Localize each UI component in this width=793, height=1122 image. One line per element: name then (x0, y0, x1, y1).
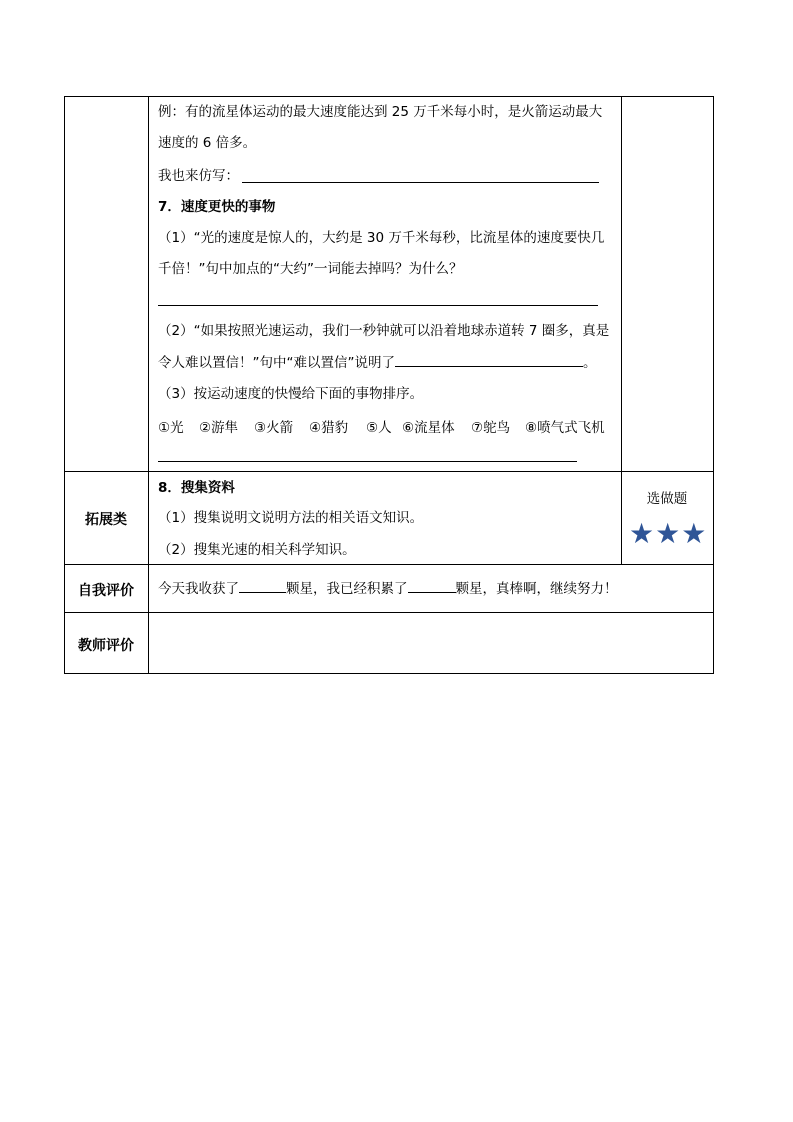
q7-3-instruction: （3）按运动速度的快慢给下面的事物排序。 (158, 386, 424, 402)
imitate-label: 我也来仿写： (158, 168, 239, 184)
option-light: ①光 (158, 420, 184, 436)
teacher-eval-input-area[interactable] (149, 613, 713, 673)
q8-item-1: （1）搜集说明文说明方法的相关语文知识。 (158, 510, 424, 526)
option-falcon: ②游隼 (199, 420, 239, 436)
self-eval-text (158, 580, 618, 597)
self-eval-part-2: 颗星，我已经积累了 (286, 581, 408, 597)
self-eval-label: 自我评价 (78, 583, 134, 599)
option-ostrich: ⑦鸵鸟 (471, 420, 511, 436)
q7-1-answer-line[interactable] (158, 305, 598, 306)
row-divider-1 (64, 471, 714, 472)
option-meteoroid: ⑥流星体 (402, 420, 455, 436)
stars-earned-blank[interactable] (239, 580, 286, 593)
q7-2-suffix: 。 (582, 355, 597, 371)
q7-title: 7．速度更快的事物 (158, 199, 276, 215)
q7-2-prefix: 令人难以置信！”句中“难以置信”说明了 (158, 355, 395, 371)
imitate-answer-line[interactable] (242, 182, 599, 183)
table-border-top (64, 96, 714, 97)
optional-label: 选做题 (646, 491, 688, 507)
column-divider-1 (148, 96, 149, 674)
row-divider-2 (64, 564, 714, 565)
q7-1-line-1: （1）“光的速度是惊人的，大约是 30 万千米每秒，比流星体的速度要快几 (158, 230, 605, 246)
teacher-eval-label: 教师评价 (78, 638, 134, 654)
q7-2-line-2 (158, 354, 596, 371)
option-human: ⑤人 (366, 420, 392, 436)
option-jet-plane: ⑧喷气式飞机 (525, 420, 605, 436)
self-eval-part-3: 颗星，真棒啊，继续努力！ (455, 581, 618, 597)
q7-3-answer-line[interactable] (158, 461, 577, 462)
q8-title: 8．搜集资料 (158, 480, 235, 496)
example-line-2: 速度的 6 倍多。 (158, 135, 257, 151)
q7-2-answer-blank[interactable] (395, 354, 583, 367)
q7-1-line-2: 千倍！”句中加点的“大约”一词能去掉吗？为什么？ (158, 261, 463, 277)
q8-item-2: （2）搜集光速的相关科学知识。 (158, 542, 356, 558)
q7-2-line-1: （2）“如果按照光速运动，我们一秒钟就可以沿着地球赤道转 7 圈多，真是 (158, 323, 610, 339)
table-border-right (713, 96, 714, 674)
option-cheetah: ④猎豹 (309, 420, 349, 436)
star-icon: ★ (681, 517, 707, 550)
expansion-label: 拓展类 (85, 512, 127, 528)
self-eval-part-1: 今天我收获了 (158, 581, 239, 597)
star-icon: ★ (629, 517, 655, 550)
stars-accumulated-blank[interactable] (408, 580, 456, 593)
table-border-bottom (64, 673, 714, 674)
example-line-1: 例：有的流星体运动的最大速度能达到 25 万千米每小时，是火箭运动最大 (158, 104, 603, 120)
option-rocket: ③火箭 (254, 420, 294, 436)
worksheet-table (64, 96, 714, 674)
star-icon: ★ (655, 517, 681, 550)
star-rating (629, 517, 707, 550)
